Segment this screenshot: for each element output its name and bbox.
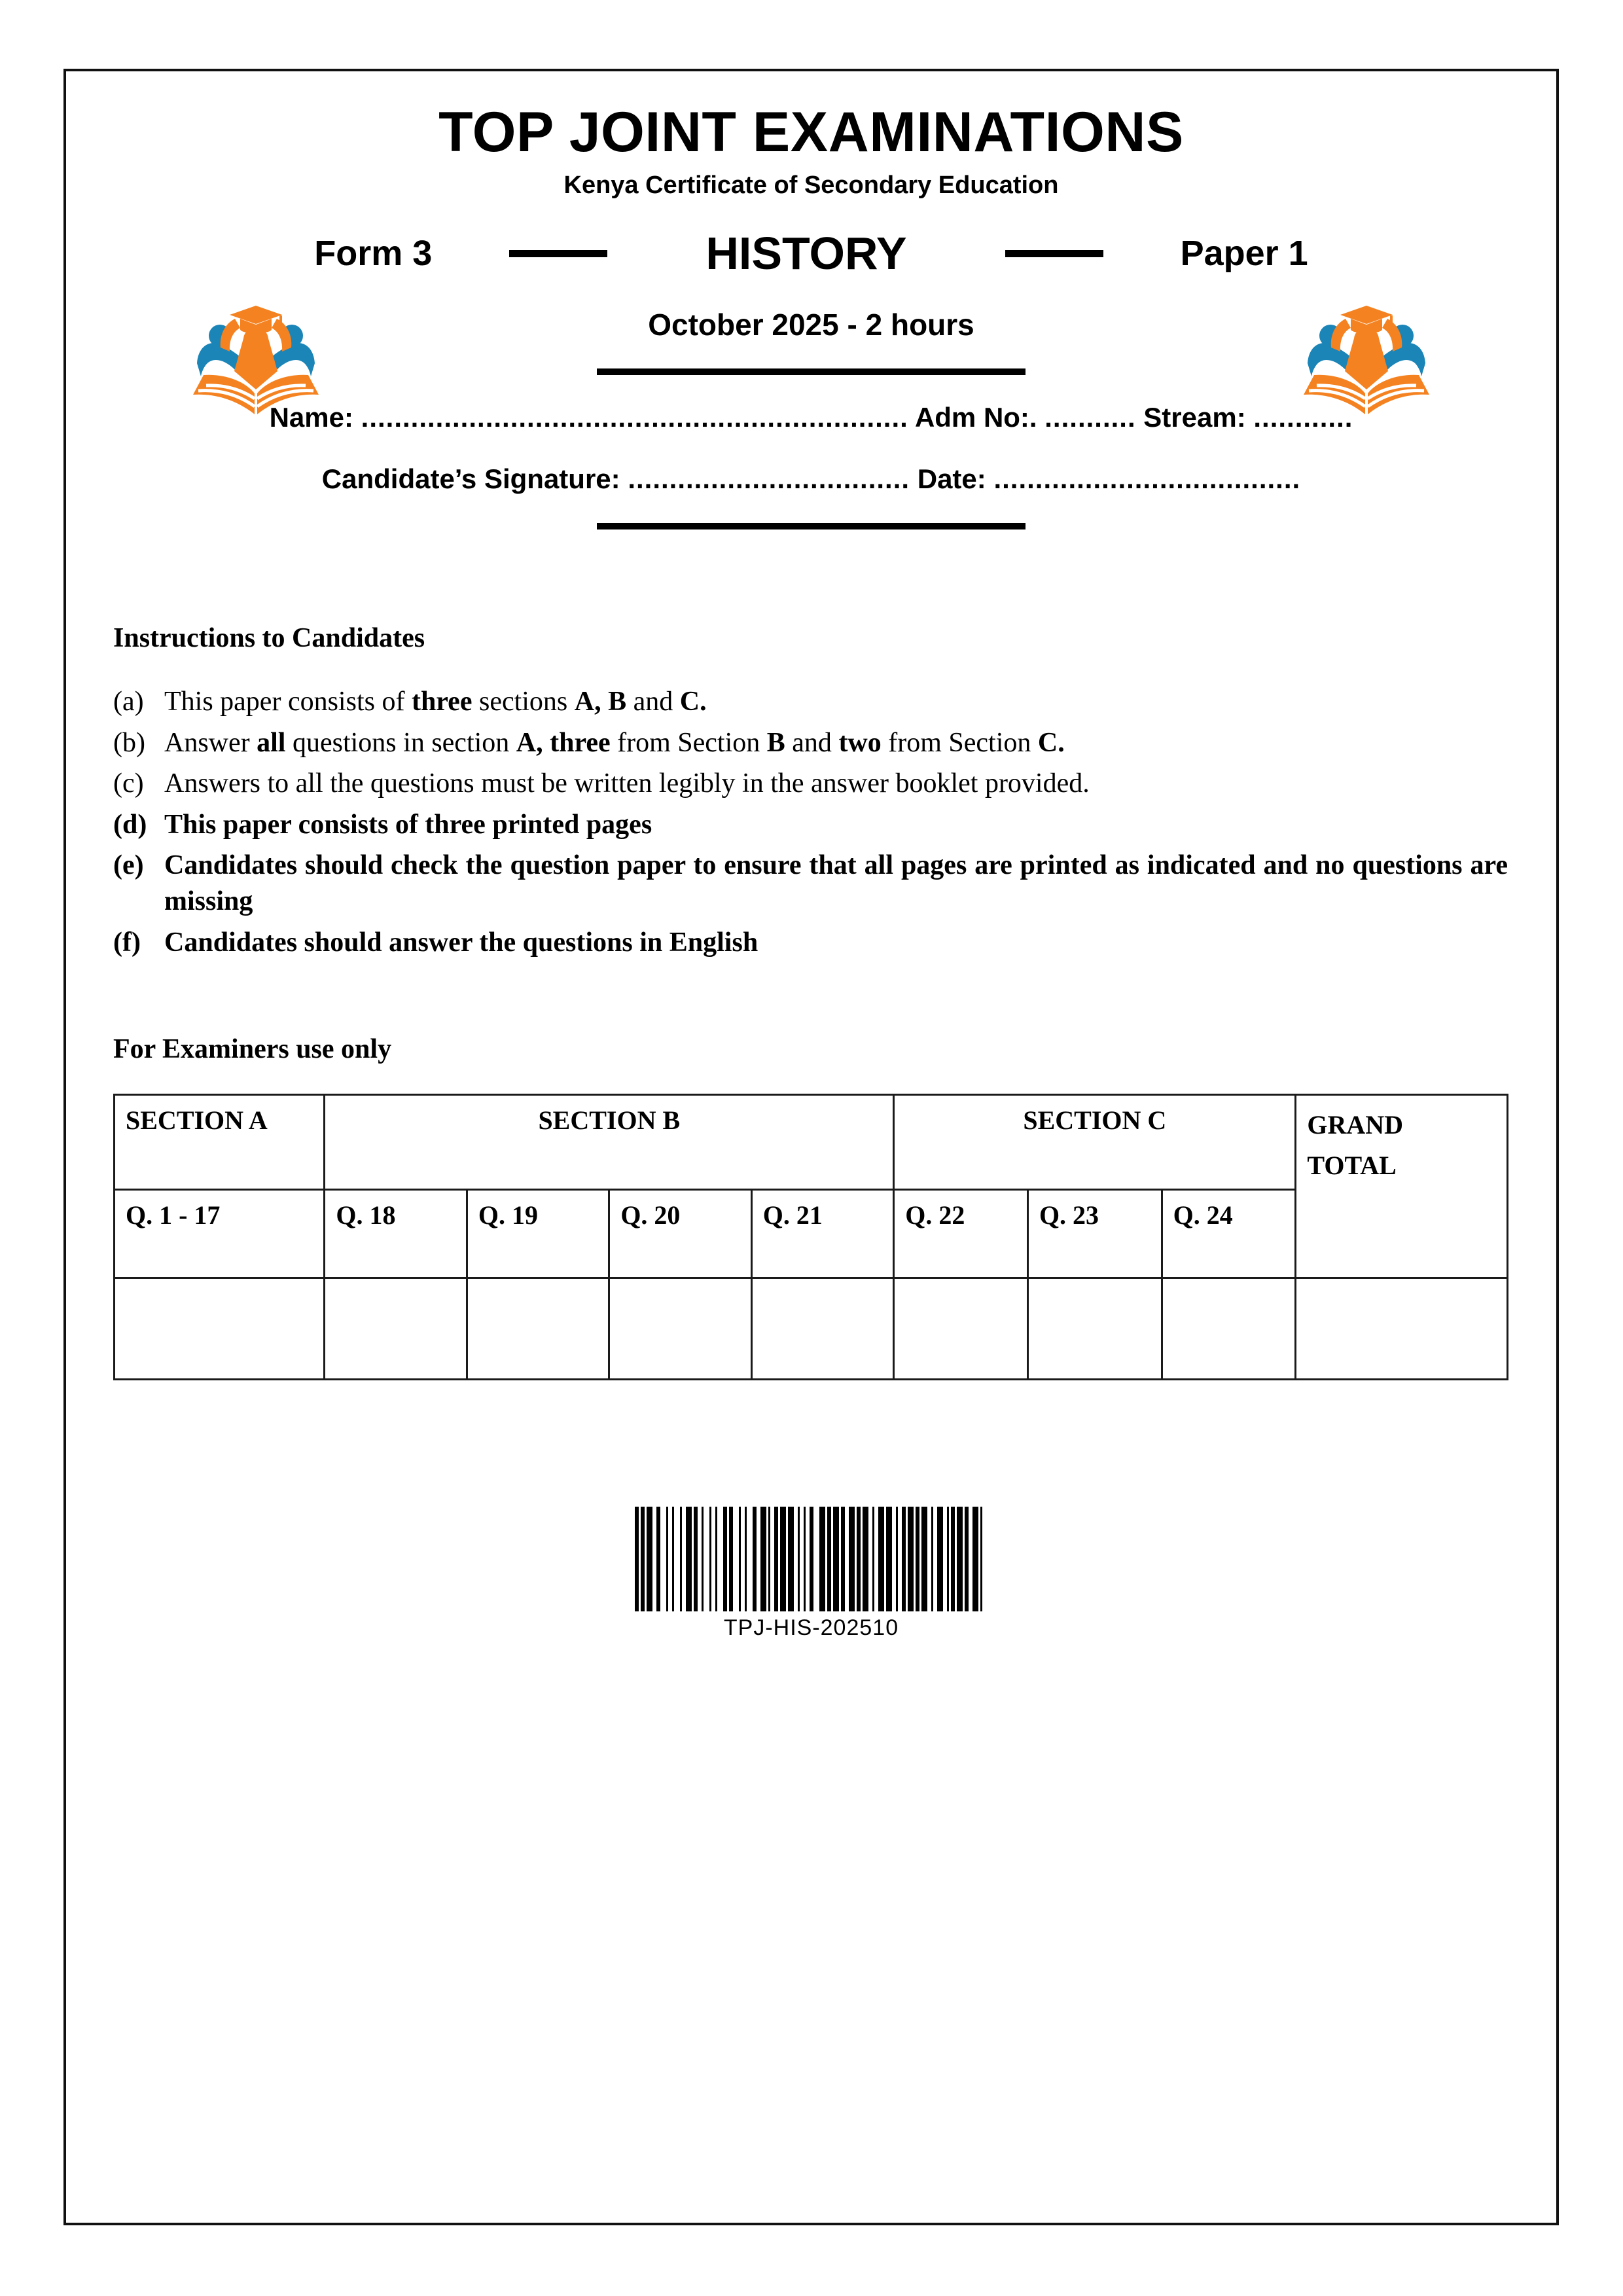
- question-label-cell: Q. 19: [467, 1190, 609, 1278]
- subject-name: HISTORY: [705, 228, 907, 279]
- marks-entry-cell[interactable]: [467, 1278, 609, 1380]
- question-label-cell: Q. 24: [1162, 1190, 1296, 1278]
- instruction-marker: (b): [113, 727, 145, 758]
- question-label-cell: Q. 18: [325, 1190, 467, 1278]
- marks-entry-cell[interactable]: [609, 1278, 751, 1380]
- signature-label: Candidate’s Signature:: [321, 463, 620, 495]
- question-label-cell: Q. 22: [894, 1190, 1028, 1278]
- organization-logo-left-icon: [184, 291, 328, 422]
- date-label: Date:: [917, 463, 986, 495]
- form-label: Form 3: [314, 234, 433, 274]
- name-input-line[interactable]: ..................................................................: [361, 402, 908, 433]
- marks-entry-cell[interactable]: [115, 1278, 325, 1380]
- instruction-text: Answer all questions in section A, three from Section B and two from Section C.: [164, 727, 1065, 758]
- instruction-marker: (c): [113, 768, 144, 799]
- marks-entry-cell[interactable]: [325, 1278, 467, 1380]
- instruction-text: This paper consists of three printed pages: [164, 809, 652, 840]
- instruction-text: Candidates should check the question paper to ensure that all pages are printed as indicated and no questions are missing: [164, 850, 1508, 917]
- barcode-area: [66, 1498, 1556, 1641]
- adm-no-label: Adm No:.: [914, 402, 1037, 433]
- instruction-text: This paper consists of three sections A, B and C.: [164, 687, 707, 717]
- instruction-item: [113, 848, 1510, 919]
- exam-title: TOP JOINT EXAMINATIONS: [438, 101, 1184, 164]
- table-row-marks-entry: [115, 1278, 1508, 1380]
- question-label-cell: Q. 20: [609, 1190, 751, 1278]
- section-a-header: SECTION A: [115, 1095, 325, 1190]
- instruction-marker: (e): [113, 850, 144, 881]
- stream-label: Stream:: [1143, 402, 1246, 433]
- dash-rule-right-icon: [1005, 250, 1103, 257]
- instruction-item: [113, 807, 1510, 843]
- question-label-cell: Q. 23: [1027, 1190, 1162, 1278]
- candidate-signature-row: [66, 465, 1556, 493]
- instruction-marker: (f): [113, 927, 141, 958]
- paper-label: Paper 1: [1180, 234, 1308, 274]
- instructions-section: [66, 622, 1556, 960]
- instruction-item: [113, 766, 1510, 802]
- page-border: [63, 69, 1559, 2225]
- instructions-list: [113, 684, 1510, 960]
- signature-input-line[interactable]: ..................................: [628, 463, 910, 495]
- section-c-header: SECTION C: [894, 1095, 1296, 1190]
- barcode-image: [635, 1507, 988, 1611]
- marks-table: [113, 1094, 1508, 1380]
- section-b-header: SECTION B: [325, 1095, 894, 1190]
- subject-band: [66, 227, 1556, 279]
- table-row-section-headers: [115, 1095, 1508, 1190]
- adm-no-input-line[interactable]: ...........: [1044, 402, 1136, 433]
- instruction-item: [113, 925, 1510, 961]
- question-label-cell: Q. 21: [751, 1190, 893, 1278]
- grand-total-header: GRAND TOTAL: [1296, 1095, 1508, 1278]
- marks-table-wrapper: [66, 1094, 1556, 1380]
- marks-entry-cell[interactable]: [894, 1278, 1028, 1380]
- instruction-item: [113, 684, 1510, 720]
- dash-rule-left-icon: [509, 250, 607, 257]
- question-label-cell: Q. 1 - 17: [115, 1190, 325, 1278]
- marks-entry-cell[interactable]: [1162, 1278, 1296, 1380]
- instructions-heading: Instructions to Candidates: [113, 623, 425, 654]
- marks-entry-cell[interactable]: [1027, 1278, 1162, 1380]
- marks-entry-cell[interactable]: [751, 1278, 893, 1380]
- exam-date-duration: October 2025 - 2 hours: [648, 308, 974, 342]
- instruction-text: Answers to all the questions must be written legibly in the answer booklet provided.: [164, 768, 1090, 799]
- masthead: [66, 71, 1556, 200]
- instruction-marker: (d): [113, 809, 147, 840]
- stream-input-line[interactable]: ............: [1253, 402, 1353, 433]
- examiners-heading: For Examiners use only: [113, 1034, 392, 1065]
- name-label: Name:: [269, 402, 353, 433]
- instruction-item: [113, 725, 1510, 761]
- organization-logo-right-icon: [1294, 291, 1438, 422]
- divider-rule-top: [597, 368, 1026, 375]
- instruction-text: Candidates should answer the questions in English: [164, 927, 758, 958]
- grand-total-entry-cell[interactable]: [1296, 1278, 1508, 1380]
- date-input-line[interactable]: .....................................: [993, 463, 1301, 495]
- exam-subtitle: Kenya Certificate of Secondary Education: [563, 171, 1059, 200]
- instruction-marker: (a): [113, 687, 144, 717]
- barcode-label: TPJ-HIS-202510: [723, 1615, 899, 1641]
- divider-rule-bottom: [597, 523, 1026, 529]
